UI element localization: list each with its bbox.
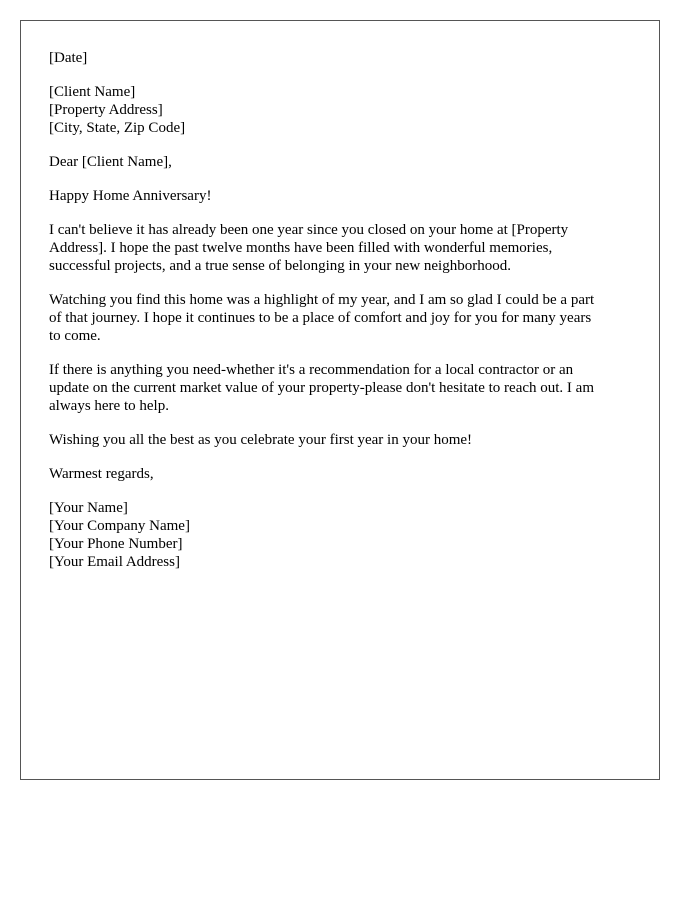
salutation: Dear [Client Name], — [49, 154, 172, 170]
body-paragraph-wishes — [49, 431, 639, 449]
paragraph-line: I can't believe it has already been one year since you closed on your home at [Property — [49, 222, 569, 238]
sender-email: [Your Email Address] — [49, 554, 180, 570]
paragraph-line: always here to help. — [49, 398, 169, 414]
paragraph-line: update on the current market value of your property-please don't hesitate to reach out. I am — [49, 380, 594, 396]
paragraph-line: Watching you find this home was a highlight of my year, and I am so glad I could be a part — [49, 292, 595, 308]
signature-block — [49, 499, 639, 571]
recipient-property-address: [Property Address] — [49, 102, 163, 118]
date-block — [49, 49, 639, 67]
paragraph-line: to come. — [49, 328, 101, 344]
salutation-block — [49, 153, 639, 171]
recipient-address-block — [49, 83, 639, 137]
closing-block — [49, 465, 639, 483]
letter-date: [Date] — [49, 50, 88, 66]
letter-body — [49, 49, 639, 587]
body-paragraph-offer-help — [49, 361, 639, 415]
recipient-city-state-zip: [City, State, Zip Code] — [49, 120, 186, 136]
paragraph-line: of that journey. I hope it continues to be a place of comfort and joy for you for many years — [49, 310, 592, 326]
sender-company: [Your Company Name] — [49, 518, 190, 534]
paragraph-line: successful projects, and a true sense of belonging in your new neighborhood. — [49, 258, 511, 274]
body-paragraph-journey — [49, 291, 639, 345]
letter-page — [20, 20, 660, 780]
paragraph-line: If there is anything you need-whether it's a recommendation for a local contractor or an — [49, 362, 574, 378]
sender-phone: [Your Phone Number] — [49, 536, 183, 552]
paragraph-line: Address]. I hope the past twelve months have been filled with wonderful memories, — [49, 240, 553, 256]
closing: Warmest regards, — [49, 466, 154, 482]
paragraph-line: Wishing you all the best as you celebrate your first year in your home! — [49, 432, 473, 448]
body-paragraph-anniversary — [49, 221, 639, 275]
recipient-name: [Client Name] — [49, 84, 136, 100]
sender-name: [Your Name] — [49, 500, 128, 516]
greeting: Happy Home Anniversary! — [49, 188, 212, 204]
greeting-block — [49, 187, 639, 205]
